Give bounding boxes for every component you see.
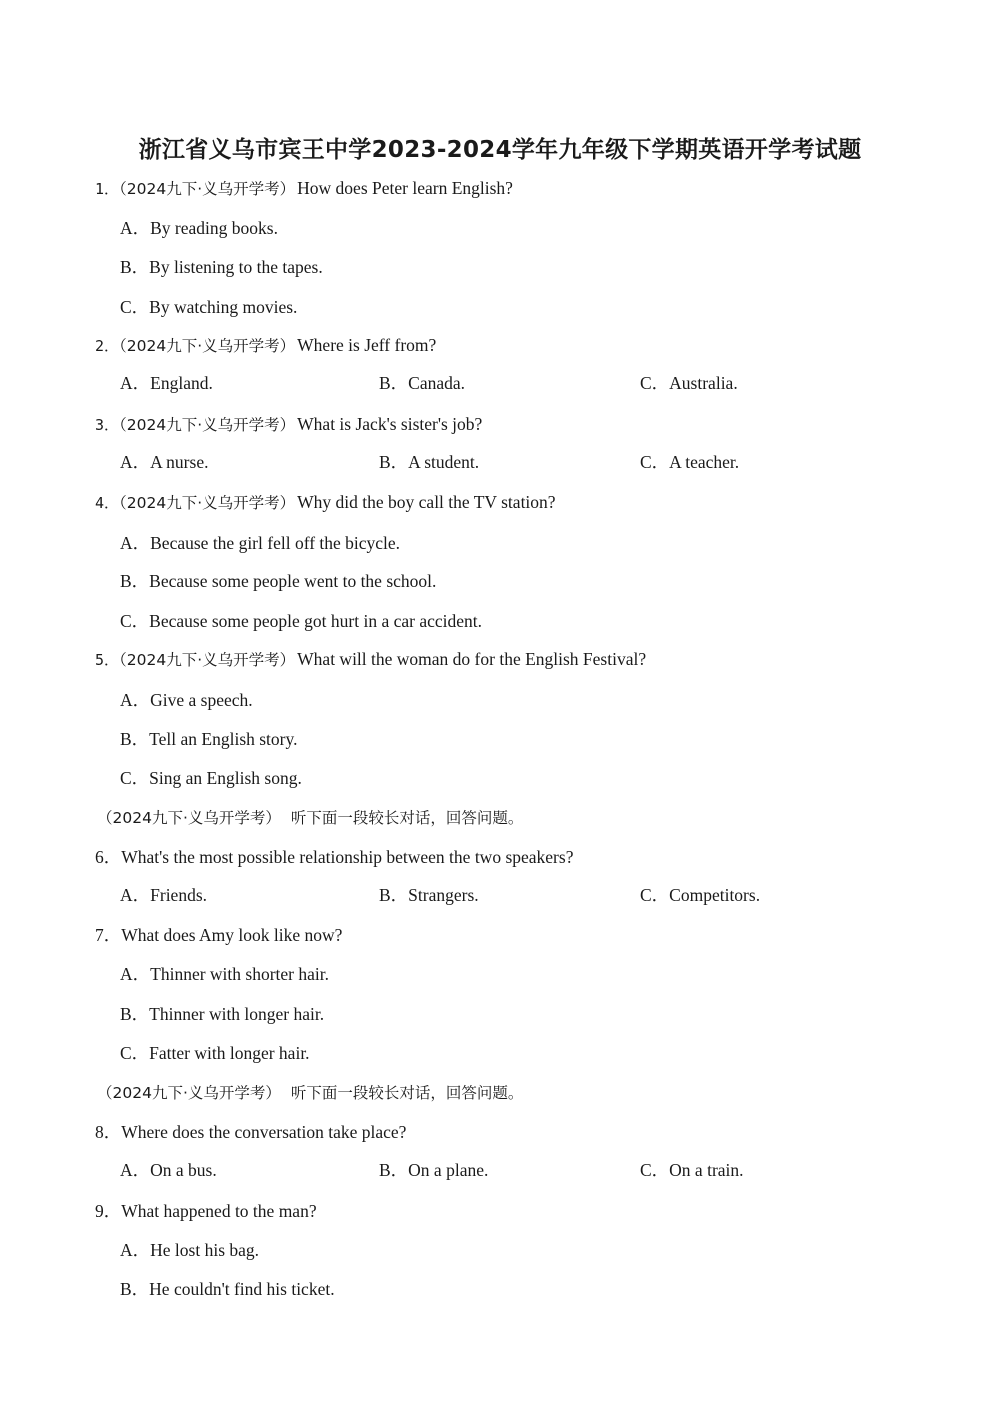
section-instruction: 听下面一段较长对话，回答问题。 xyxy=(290,809,524,827)
option-4a: A．Because the girl fell off the bicycle. xyxy=(120,533,401,553)
question-source: （2024九下·义乌开学考） xyxy=(119,416,296,434)
question-2 xyxy=(95,332,436,359)
question-5 xyxy=(95,646,646,673)
question-1 xyxy=(95,175,513,202)
option-1b: B．By listening to the tapes. xyxy=(120,257,323,277)
question-6 xyxy=(95,844,573,870)
option-3b: B．A student. xyxy=(379,452,480,472)
question-source: （2024九下·义乌开学考） xyxy=(119,180,296,198)
option-6b: B．Strangers. xyxy=(379,885,479,905)
option-2a: A．England. xyxy=(120,373,213,393)
question-number: 6． xyxy=(95,847,122,867)
option-9a: A．He lost his bag. xyxy=(120,1240,260,1260)
option-1c: C．By watching movies. xyxy=(120,297,298,317)
option-3a: A．A nurse. xyxy=(120,452,209,472)
option-8b: B．On a plane. xyxy=(379,1160,489,1180)
option-6c: C．Competitors. xyxy=(640,885,761,905)
question-number: 8． xyxy=(95,1122,122,1142)
option-4b: B．Because some people went to the school. xyxy=(120,571,437,591)
question-source: （2024九下·义乌开学考） xyxy=(119,337,296,355)
question-stem: What does Amy look like now? xyxy=(121,925,343,945)
option-5a: A．Give a speech. xyxy=(120,690,253,710)
option-8a: A．On a bus. xyxy=(120,1160,217,1180)
question-stem: What will the woman do for the English Festival? xyxy=(297,649,647,669)
question-source: （2024九下·义乌开学考） xyxy=(119,651,296,669)
option-6a: A．Friends. xyxy=(120,885,208,905)
option-7c: C．Fatter with longer hair. xyxy=(120,1043,310,1063)
question-number: 4． xyxy=(95,494,120,512)
question-number: 5． xyxy=(95,651,120,669)
question-number: 9． xyxy=(95,1201,122,1221)
question-number: 3． xyxy=(95,416,120,434)
question-8 xyxy=(95,1119,406,1145)
question-number: 7． xyxy=(95,925,122,945)
option-8c: C．On a train. xyxy=(640,1160,744,1180)
section-source: （2024九下·义乌开学考） xyxy=(97,1084,281,1102)
question-stem: Where does the conversation take place? xyxy=(121,1122,407,1142)
question-stem: How does Peter learn English? xyxy=(297,178,513,198)
option-5b: B．Tell an English story. xyxy=(120,729,298,749)
question-stem: What happened to the man? xyxy=(121,1201,317,1221)
option-2b: B．Canada. xyxy=(379,373,466,393)
option-5c: C．Sing an English song. xyxy=(120,768,302,788)
section-instruction: 听下面一段较长对话，回答问题。 xyxy=(290,1084,524,1102)
question-4 xyxy=(95,489,556,516)
option-7b: B．Thinner with longer hair. xyxy=(120,1004,325,1024)
option-3c: C．A teacher. xyxy=(640,452,740,472)
question-stem: What is Jack's sister's job? xyxy=(297,414,483,434)
page-title: 浙江省义乌市宾王中学2023-2024学年九年级下学期英语开学考试题 xyxy=(138,137,862,163)
question-number: 1． xyxy=(95,180,120,198)
question-stem: What's the most possible relationship between the two speakers? xyxy=(121,847,574,867)
section-intro-2 xyxy=(97,1079,523,1106)
section-intro-1 xyxy=(97,804,523,831)
question-stem: Why did the boy call the TV station? xyxy=(297,492,556,512)
option-9b: B．He couldn't find his ticket. xyxy=(120,1279,335,1299)
question-number: 2． xyxy=(95,337,120,355)
section-source: （2024九下·义乌开学考） xyxy=(97,809,281,827)
option-2c: C．Australia. xyxy=(640,373,738,393)
option-7a: A．Thinner with shorter hair. xyxy=(120,964,329,984)
question-stem: Where is Jeff from? xyxy=(297,335,437,355)
question-source: （2024九下·义乌开学考） xyxy=(119,494,296,512)
question-7 xyxy=(95,922,342,948)
option-1a: A．By reading books. xyxy=(120,218,278,238)
question-9 xyxy=(95,1198,317,1224)
option-4c: C．Because some people got hurt in a car accident. xyxy=(120,611,483,631)
question-3 xyxy=(95,411,482,438)
